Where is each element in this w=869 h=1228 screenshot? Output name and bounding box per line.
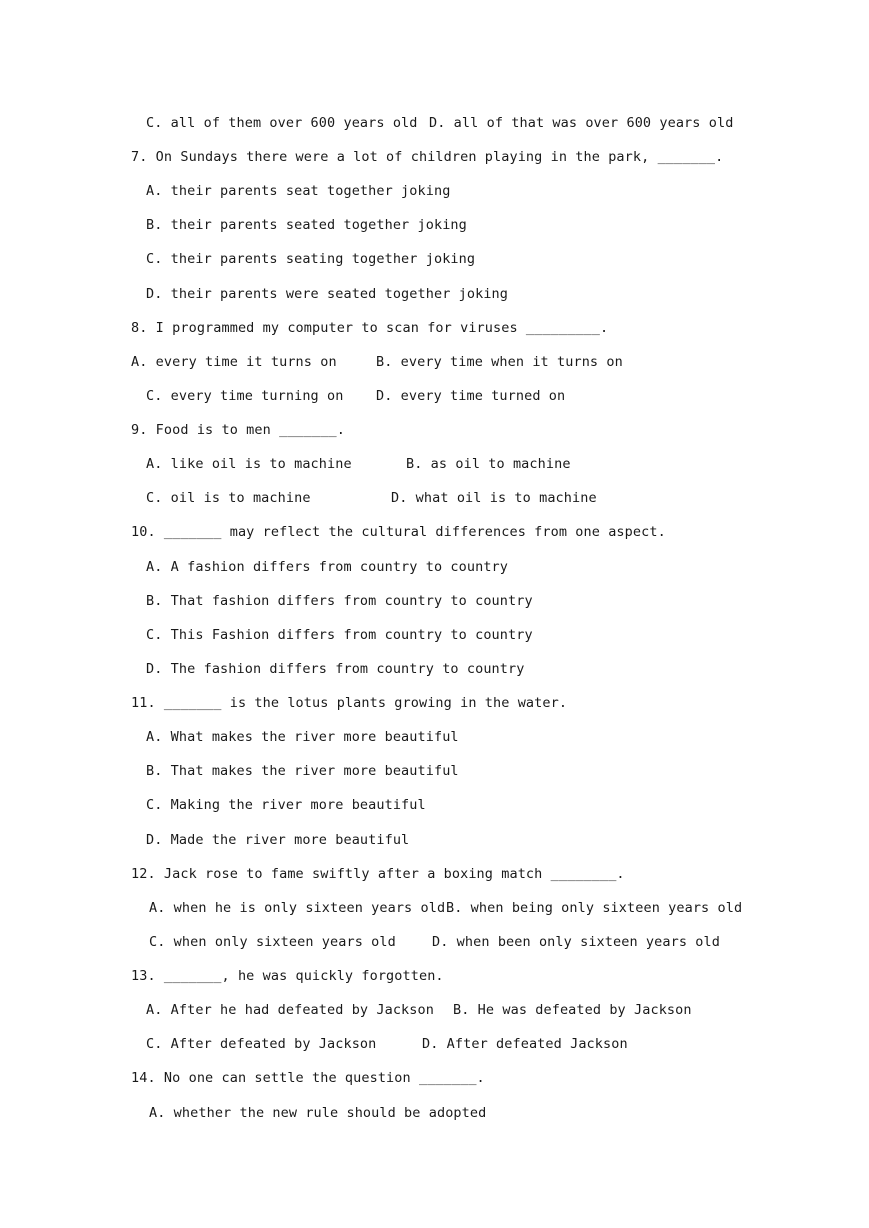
q8-option-c: C. every time turning on xyxy=(146,388,344,404)
q11-option-b: B. That makes the river more beautiful xyxy=(146,763,459,779)
q13-option-a: A. After he had defeated by Jackson xyxy=(146,1002,434,1018)
q10-option-b: B. That fashion differs from country to country xyxy=(146,593,533,609)
q11-option-d: D. Made the river more beautiful xyxy=(146,832,410,848)
q12-option-b: B. when being only sixteen years old xyxy=(446,900,743,916)
q12-option-c: C. when only sixteen years old xyxy=(149,934,396,950)
q12-option-d: D. when been only sixteen years old xyxy=(432,934,720,950)
q10-option-a: A. A fashion differs from country to country xyxy=(146,559,509,575)
q9-option-c: C. oil is to machine xyxy=(146,490,311,506)
q11-stem: 11. _______ is the lotus plants growing in the water. xyxy=(131,695,568,711)
q11-option-c: C. Making the river more beautiful xyxy=(146,797,426,813)
q7-option-b: B. their parents seated together joking xyxy=(146,217,467,233)
q9-stem: 9. Food is to men _______. xyxy=(131,422,345,438)
q11-option-a: A. What makes the river more beautiful xyxy=(146,729,459,745)
q6-option-d: D. all of that was over 600 years old xyxy=(429,115,734,131)
q12-stem: 12. Jack rose to fame swiftly after a boxing match ________. xyxy=(131,866,625,882)
q9-option-d: D. what oil is to machine xyxy=(391,490,597,506)
q12-option-a: A. when he is only sixteen years old xyxy=(149,900,446,916)
q6-option-c: C. all of them over 600 years old xyxy=(146,115,418,131)
q10-stem: 10. _______ may reflect the cultural differences from one aspect. xyxy=(131,524,666,540)
q8-option-d: D. every time turned on xyxy=(376,388,566,404)
q13-option-b: B. He was defeated by Jackson xyxy=(453,1002,692,1018)
q8-option-b: B. every time when it turns on xyxy=(376,354,623,370)
q10-option-d: D. The fashion differs from country to country xyxy=(146,661,525,677)
q8-option-a: A. every time it turns on xyxy=(131,354,337,370)
q7-stem: 7. On Sundays there were a lot of children playing in the park, _______. xyxy=(131,149,724,165)
q7-option-d: D. their parents were seated together joking xyxy=(146,286,509,302)
q14-option-a: A. whether the new rule should be adopted xyxy=(149,1105,487,1121)
q7-option-a: A. their parents seat together joking xyxy=(146,183,451,199)
q8-stem: 8. I programmed my computer to scan for viruses _________. xyxy=(131,320,609,336)
q13-option-c: C. After defeated by Jackson xyxy=(146,1036,377,1052)
q10-option-c: C. This Fashion differs from country to country xyxy=(146,627,533,643)
q13-option-d: D. After defeated Jackson xyxy=(422,1036,628,1052)
q13-stem: 13. _______, he was quickly forgotten. xyxy=(131,968,444,984)
q9-option-a: A. like oil is to machine xyxy=(146,456,352,472)
q14-stem: 14. No one can settle the question _______. xyxy=(131,1070,485,1086)
q7-option-c: C. their parents seating together joking xyxy=(146,251,476,267)
q9-option-b: B. as oil to machine xyxy=(406,456,571,472)
